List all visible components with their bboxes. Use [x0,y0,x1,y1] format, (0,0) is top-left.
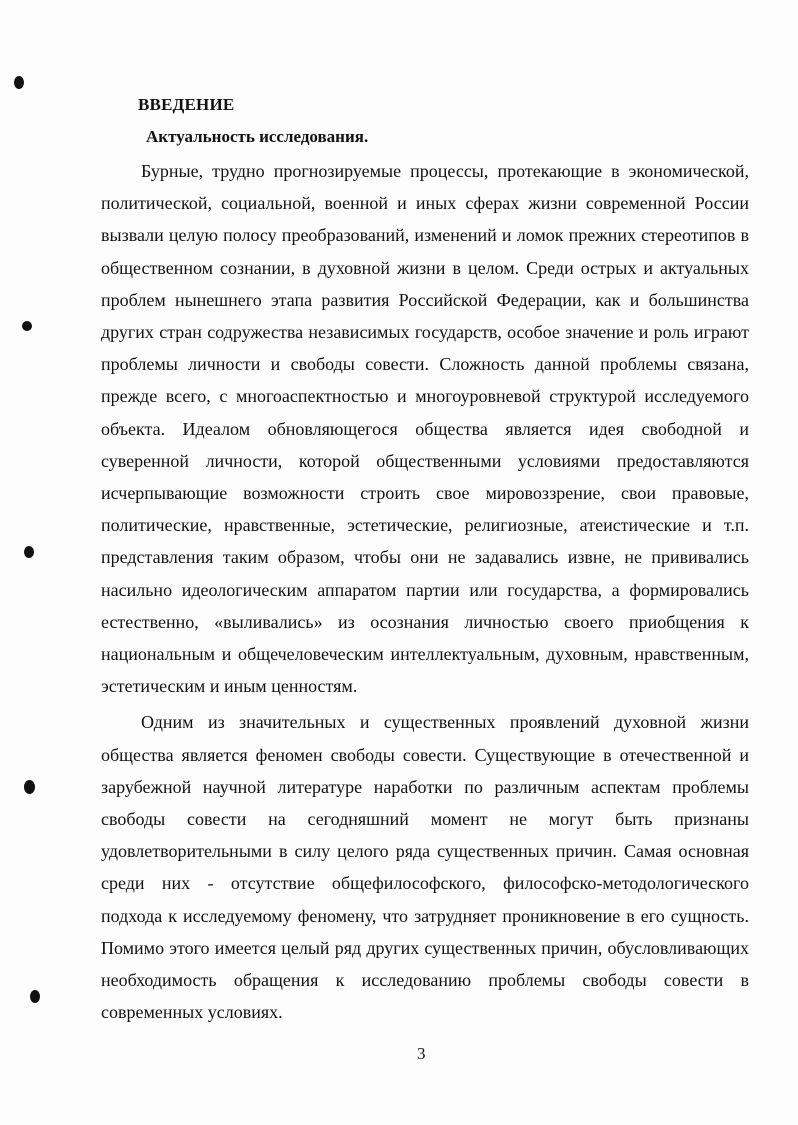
punch-hole-mark [22,321,32,331]
paragraph: Бурные, трудно прогнозируемые процессы, протекающие в экономической, политической, социальной, военной и иных сферах жизни современной России вызвали целую полосу преобразований, изменений и ломок прежних стереотипов в общественном сознании, в духовной жизни в целом. Среди острых и актуальных проблем нынешнего этапа развития Российской Федерации, как и большинства других стран содружества независимых государств, особое значение и роль играют проблемы личности и свободы совести. Сложность данной проблемы связана, прежде всего, с многоаспектностью и многоуровневой структурой исследуемого объекта. Идеалом обновляющегося общества является идея свободной и суверенной личности, которой общественными условиями предоставляются исчерпывающие возможности строить свое мировоззрение, свои правовые, политические, нравственные, эстетические, религиозные, атеистические и т.п. представления таким образом, чтобы они не задавались извне, не прививались насильно идеологическим аппаратом партии или государства, а формировались естественно, «выливались» из осознания личностью своего приобщения к национальным и общечеловеческим интеллектуальным, духовным, нравственным, эстетическим и иным ценностям. [101,161,749,697]
paragraph: Одним из значительных и существенных проявлений духовной жизни общества является феномен свободы совести. Существующие в отечественной и зарубежной научной литературе наработки по различным аспектам проблемы свободы совести на сегодняшний момент не могут быть признаны удовлетворительными в силу целого ряда существенных причин. Самая основная среди них - отсутствие общефилософского, философско-методологического подхода к исследуемому феномену, что затрудняет проникновение в его сущность. Помимо этого имеется целый ряд других существенных причин, обусловливающих необходимость обращения к исследованию проблемы свободы совести в современных условиях. [101,712,749,1023]
section-subheading: Актуальность исследования. [146,127,369,146]
punch-hole-mark [30,990,40,1003]
punch-hole-mark [24,780,35,794]
punch-hole-mark [14,76,24,89]
punch-hole-mark [24,546,34,558]
section-heading: ВВЕДЕНИЕ [138,95,235,114]
body-text [101,155,749,1028]
page-number: 3 [417,1044,426,1063]
